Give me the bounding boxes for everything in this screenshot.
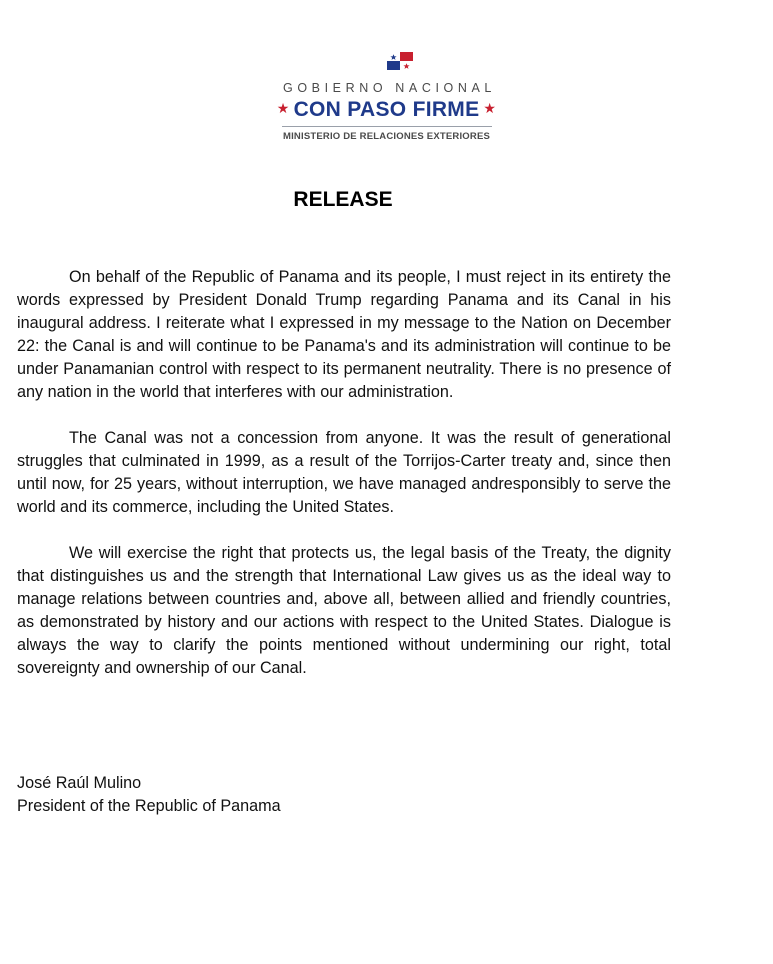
motto-text: CON PASO FIRME xyxy=(293,98,480,121)
body-paragraph: The Canal was not a concession from anyone. It was the result of generational struggles that culminated in 1999, as a result of the Torrijos-Carter treaty and, since then until now, for 25 years, without interruption, we have managed andresponsibly to serve the world and its commerce, including the United States. xyxy=(17,429,671,516)
document-body xyxy=(17,266,671,703)
star-icon: ★ xyxy=(276,100,290,116)
signatory-role: President of the Republic of Panama xyxy=(17,797,281,815)
ministry-name: MINISTERIO DE RELACIONES EXTERIORES xyxy=(282,131,491,142)
government-motto xyxy=(0,98,773,122)
letterhead xyxy=(0,52,773,142)
star-icon: ★ xyxy=(483,100,497,116)
government-name: GOBIERNO NACIONAL xyxy=(283,81,496,95)
document-title: RELEASE xyxy=(293,188,393,211)
body-paragraph: We will exercise the right that protects us, the legal basis of the Treaty, the dignity that distinguishes us and the strength that International Law gives us as the ideal way to manage relations between countries and, above all, between allied and friendly countries, as demonstrated by history and our actions with respect to the United States. Dialogue is always the way to clarify the points mentioned without undermining our right, total sovereignty and ownership of our Canal. xyxy=(17,544,671,677)
panama-flag-icon xyxy=(387,52,413,70)
signatory-name: José Raúl Mulino xyxy=(17,774,142,792)
body-paragraph: On behalf of the Republic of Panama and its people, I must reject in its entirety the words expressed by President Donald Trump regarding Panama and its Canal in his inaugural address. I reiterate what I expressed in my message to the Nation on December 22: the Canal is and will continue to be Panama's and its administration will continue to be under Panamanian control with respect to its permanent neutrality. There is no presence of any nation in the world that interferes with our administration. xyxy=(17,268,671,401)
signature-block xyxy=(17,772,281,818)
letterhead-divider xyxy=(282,126,492,127)
